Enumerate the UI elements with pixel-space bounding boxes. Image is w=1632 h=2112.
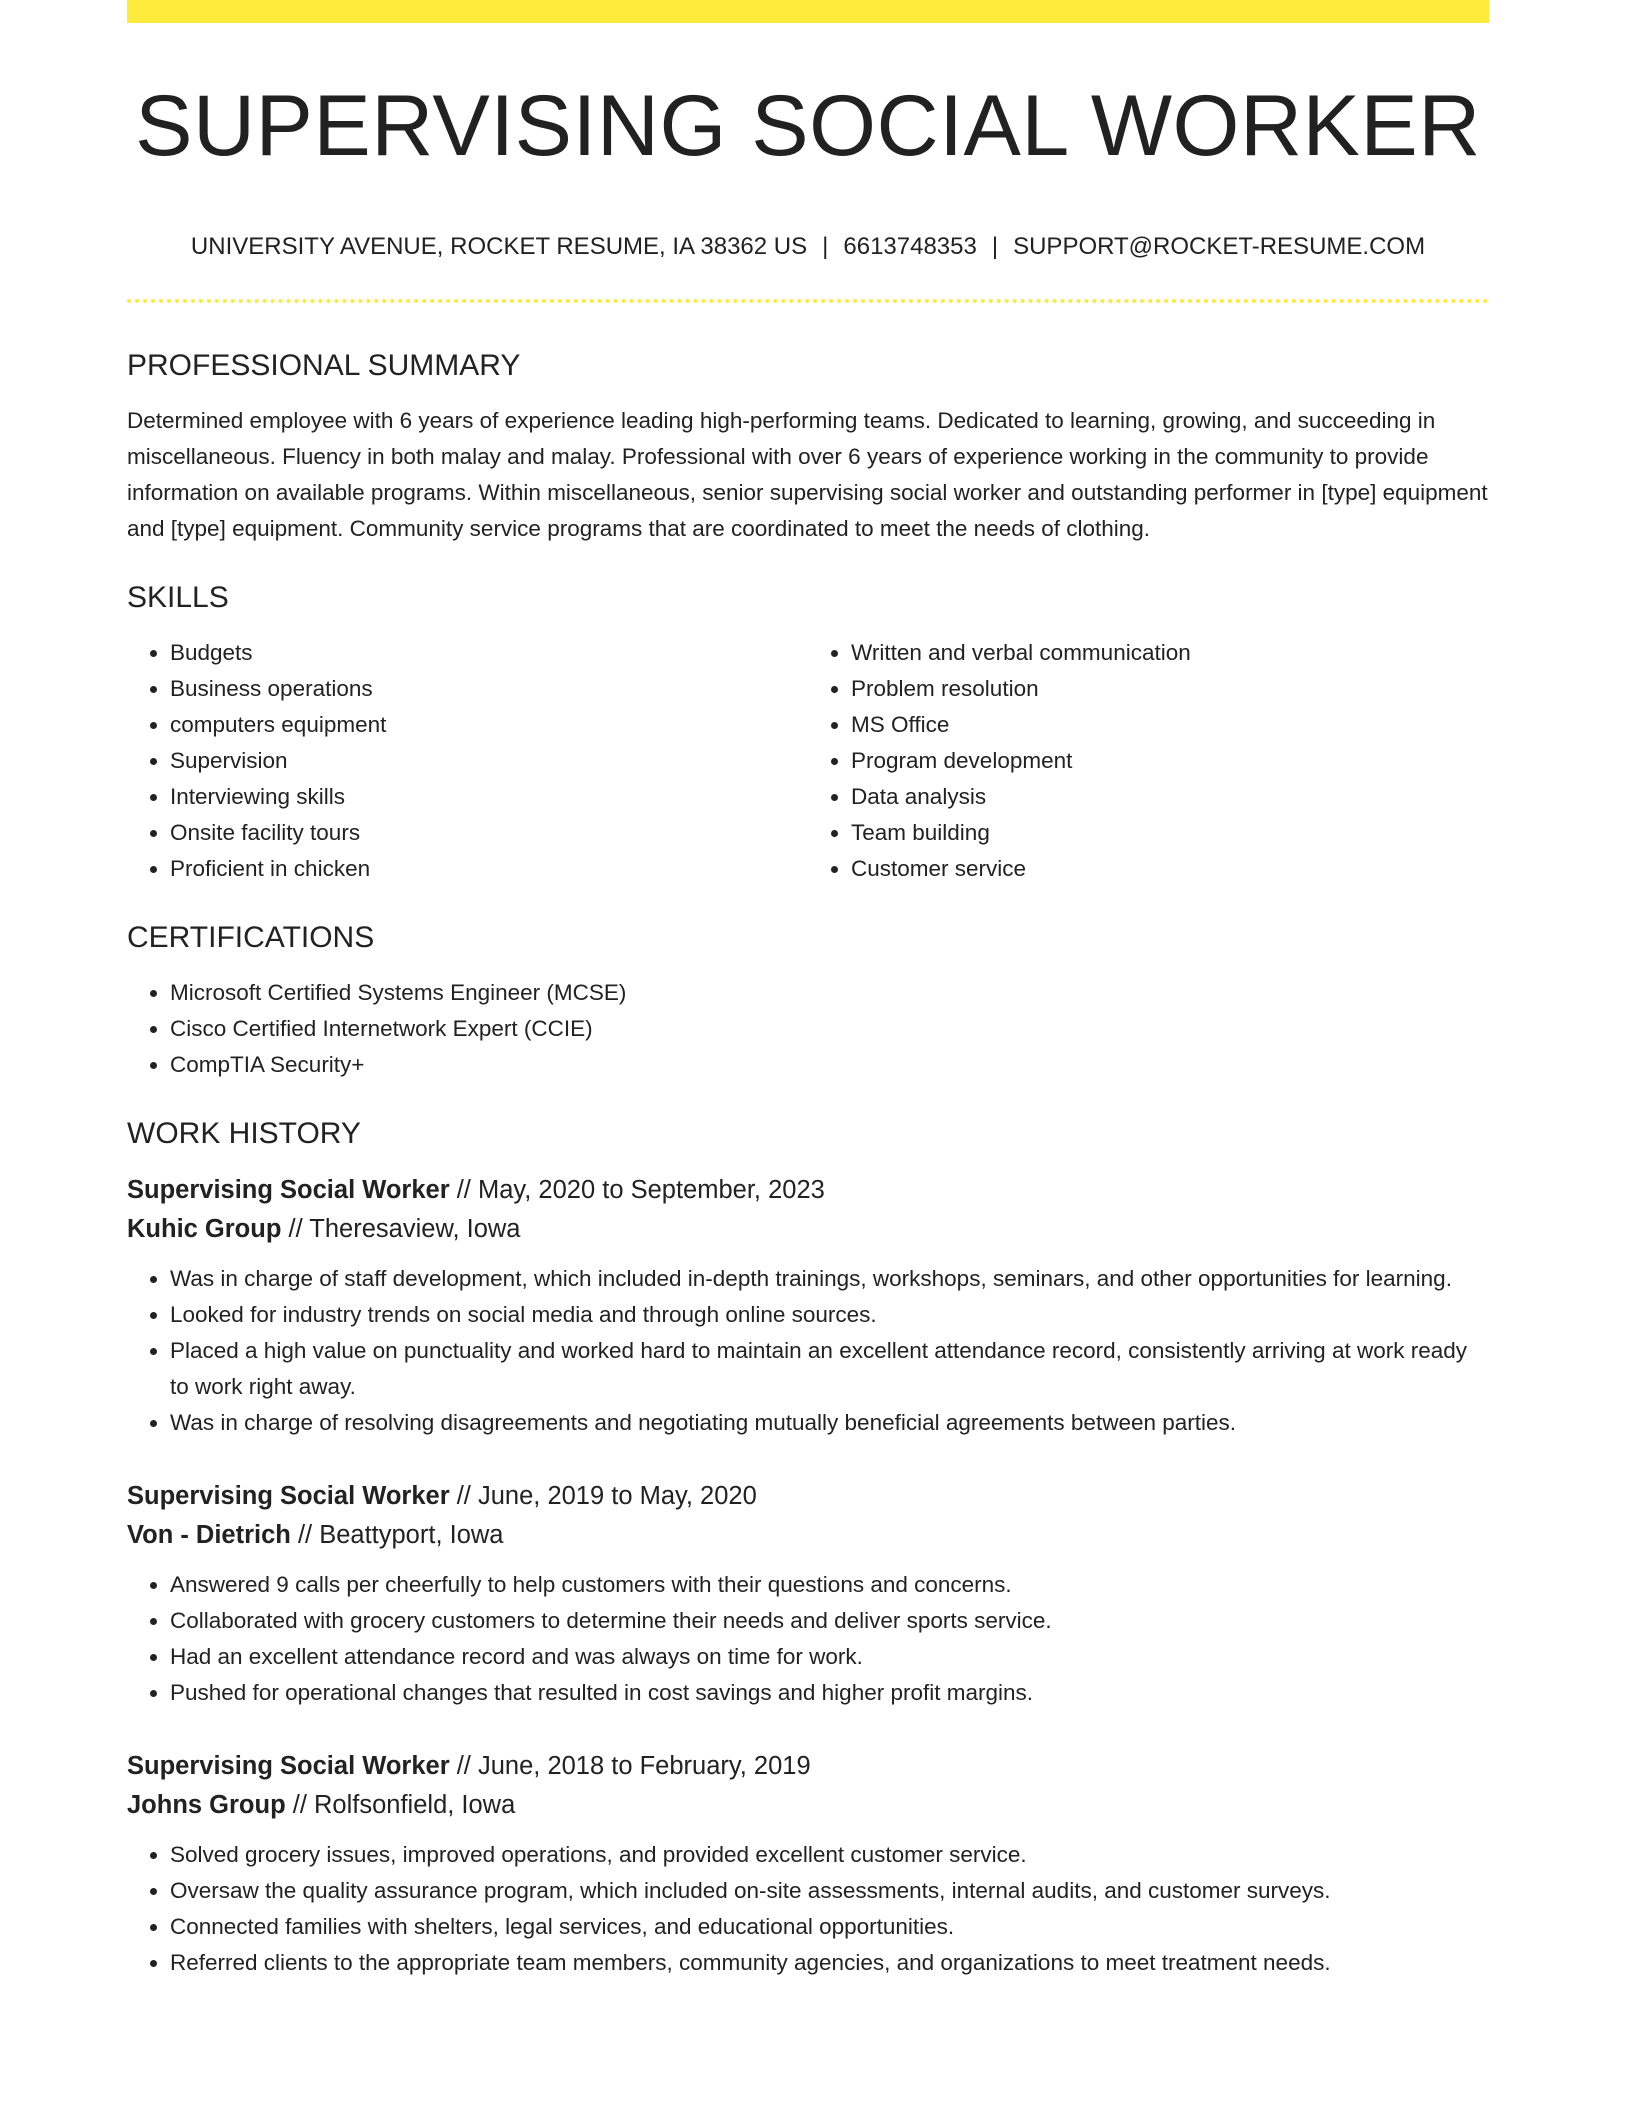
job-entry — [127, 1747, 1489, 1981]
contact-separator: | — [991, 233, 999, 260]
job-bullet: • Collaborated with grocery customers to determine their needs and deliver sports service. — [170, 1603, 1489, 1639]
job-bullet: • Referred clients to the appropriate team members, community agencies, and organizations to meet treatment needs. — [170, 1945, 1489, 1981]
skill-item: • computers equipment — [170, 707, 808, 743]
job-role-line — [127, 1477, 1489, 1516]
job-role-line — [127, 1171, 1489, 1210]
resume-page — [127, 0, 1489, 1981]
skill-item: • Supervision — [170, 743, 808, 779]
job-dates: // May, 2020 to September, 2023 — [449, 1176, 825, 1204]
resume-name: SUPERVISING SOCIAL WORKER — [135, 78, 1481, 174]
skills-left-list — [127, 635, 808, 887]
job-bullet: • Connected families with shelters, legal services, and educational opportunities. — [170, 1909, 1489, 1945]
skill-item: • Interviewing skills — [170, 779, 808, 815]
job-bullet: • Solved grocery issues, improved operations, and provided excellent customer service. — [170, 1837, 1489, 1873]
job-company-line — [127, 1516, 1489, 1555]
contact-address: UNIVERSITY AVENUE, ROCKET RESUME, IA 38362 US — [190, 233, 808, 260]
contact-separator: | — [822, 233, 829, 260]
job-location: // Beattyport, Iowa — [290, 1521, 504, 1549]
skill-item: • Proficient in chicken — [170, 851, 808, 887]
skills-columns — [127, 635, 1489, 887]
summary-text: Determined employee with 6 years of experience leading high-performing teams. Dedicated to learning, growing, and succeeding in miscellaneous. Fluency in both malay and malay. Professional with over 6 years of experience working in the community to provide information on available programs. Within miscellaneous, senior supervising social worker and outstanding performer in [type] equipment and [type] equipment. Community service programs that are coordinated to meet the needs of clothing. — [127, 408, 1488, 541]
job-bullets — [127, 1837, 1489, 1981]
dotted-divider — [127, 299, 1489, 303]
job-bullet: • Oversaw the quality assurance program, which included on-site assessments, internal audits, and customer surveys. — [170, 1873, 1489, 1909]
job-dates: // June, 2018 to February, 2019 — [449, 1752, 811, 1780]
certifications-list — [127, 975, 1489, 1083]
job-bullet: • Was in charge of staff development, which included in-depth trainings, workshops, seminars, and other opportunities for learning. — [170, 1261, 1489, 1297]
job-bullet: • Looked for industry trends on social media and through online sources. — [170, 1297, 1489, 1333]
skill-item: • MS Office — [851, 707, 1489, 743]
contact-email: SUPPORT@ROCKET-RESUME.COM — [1013, 233, 1426, 260]
job-location: // Theresaview, Iowa — [281, 1215, 521, 1243]
job-role-line — [127, 1747, 1489, 1786]
contact-phone: 6613748353 — [843, 233, 977, 260]
job-entry — [127, 1477, 1489, 1711]
skill-item: • Onsite facility tours — [170, 815, 808, 851]
job-company: Kuhic Group — [127, 1215, 282, 1243]
contact-line — [127, 235, 1489, 259]
skill-item: • Problem resolution — [851, 671, 1489, 707]
job-entry — [127, 1171, 1489, 1441]
job-bullet: • Placed a high value on punctuality and worked hard to maintain an excellent attendance record, consistently arriving at work ready to work right away. — [170, 1333, 1489, 1405]
certifications-heading: CERTIFICATIONS — [127, 921, 375, 954]
skills-heading: SKILLS — [127, 581, 229, 614]
certification-item: • Microsoft Certified Systems Engineer (MCSE) — [170, 975, 1489, 1011]
job-dates: // June, 2019 to May, 2020 — [449, 1482, 757, 1510]
job-company-line — [127, 1210, 1489, 1249]
skill-item: • Team building — [851, 815, 1489, 851]
certification-item: • Cisco Certified Internetwork Expert (CCIE) — [170, 1011, 1489, 1047]
skill-item: • Program development — [851, 743, 1489, 779]
job-bullet: • Answered 9 calls per cheerfully to help customers with their questions and concerns. — [170, 1567, 1489, 1603]
job-bullets — [127, 1567, 1489, 1711]
job-bullets — [127, 1261, 1489, 1441]
skill-item: • Business operations — [170, 671, 808, 707]
job-role: Supervising Social Worker — [127, 1482, 450, 1510]
skill-item: • Budgets — [170, 635, 808, 671]
job-role: Supervising Social Worker — [127, 1752, 450, 1780]
job-location: // Rolfsonfield, Iowa — [285, 1791, 516, 1819]
job-bullet: • Pushed for operational changes that resulted in cost savings and higher profit margins. — [170, 1675, 1489, 1711]
skill-item: • Written and verbal communication — [851, 635, 1489, 671]
job-bullet: • Was in charge of resolving disagreements and negotiating mutually beneficial agreements between parties. — [170, 1405, 1489, 1441]
work-history-heading: WORK HISTORY — [127, 1117, 361, 1150]
skill-item: • Data analysis — [851, 779, 1489, 815]
accent-top-bar — [127, 0, 1489, 23]
job-bullet: • Had an excellent attendance record and was always on time for work. — [170, 1639, 1489, 1675]
job-company: Von - Dietrich — [127, 1521, 291, 1549]
job-company: Johns Group — [127, 1791, 286, 1819]
job-company-line — [127, 1786, 1489, 1825]
summary-heading: PROFESSIONAL SUMMARY — [127, 349, 521, 382]
certification-item: • CompTIA Security+ — [170, 1047, 1489, 1083]
job-role: Supervising Social Worker — [127, 1176, 450, 1204]
skill-item: • Customer service — [851, 851, 1489, 887]
skills-right-list — [808, 635, 1489, 887]
